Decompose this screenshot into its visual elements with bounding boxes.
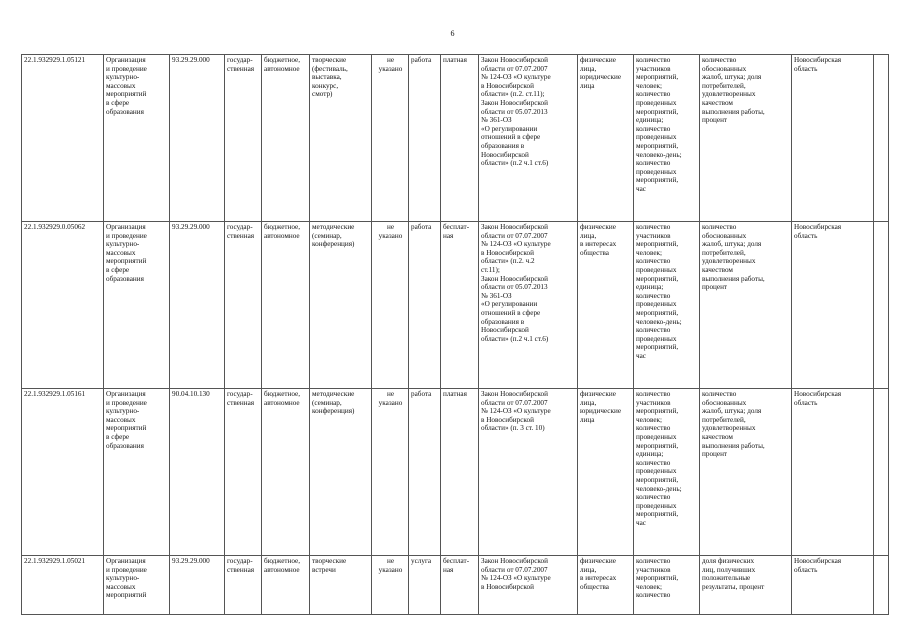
registry-code-cell: 22.1.932929.1.05161: [22, 389, 104, 556]
consumers-cell: физические лица, в интересах общества: [578, 222, 634, 389]
service-name-cell: Организация и проведение культурно- массовых мероприятий в сфере образования: [104, 389, 170, 556]
registry-code-cell: 22.1.932929.0.05062: [22, 222, 104, 389]
okved-code-cell: 93.29.29.000: [170, 222, 225, 389]
content-cell: методические (семинар, конференция): [310, 222, 372, 389]
region-cell: Новосибирская область: [792, 222, 874, 389]
empty-cell: [874, 389, 889, 556]
payment-cell: бесплат- ная: [441, 556, 479, 615]
legal-basis-cell: Закон Новосибирской области от 07.07.2007 № 124-ОЗ «О культуре в Новосибирской области» (п.2. ч.2 ст.11); Закон Новосибирской области от 05.07.2013 № 361-ОЗ «О регулировании отношений в сфере образования в Новосибирской области» (п.2 ч.1 ст.6): [479, 222, 578, 389]
condition-cell: не указано: [372, 389, 409, 556]
service-name-cell: Организация и проведение культурно- массовых мероприятий в сфере образования: [104, 222, 170, 389]
ownership-cell: государ- ственная: [225, 55, 262, 222]
volume-indicators-cell: количество участников мероприятий, человек; количество проведенных мероприятий, единица; количество проведенных мероприятий, человеко-день; количество проведенных мероприятий, час: [634, 222, 700, 389]
okved-code-cell: 93.29.29.000: [170, 55, 225, 222]
payment-cell: платная: [441, 55, 479, 222]
empty-cell: [874, 55, 889, 222]
volume-indicators-cell: количество участников мероприятий, человек; количество проведенных мероприятий, единица; количество проведенных мероприятий, человеко-день; количество проведенных мероприятий, час: [634, 389, 700, 556]
service-type-cell: работа: [409, 222, 441, 389]
table-row: [22, 222, 889, 389]
service-type-cell: работа: [409, 389, 441, 556]
payment-cell: бесплат- ная: [441, 222, 479, 389]
content-cell: творческие встречи: [310, 556, 372, 615]
okved-code-cell: 90.04.10.130: [170, 389, 225, 556]
quality-indicators-cell: количество обоснованных жалоб, штука; доля потребителей, удовлетворенных качеством выполнения работы, процент: [700, 389, 792, 556]
registry-code-cell: 22.1.932929.1.05021: [22, 556, 104, 615]
service-type-cell: услуга: [409, 556, 441, 615]
content-cell: творческие (фестиваль, выставка, конкурс, смотр): [310, 55, 372, 222]
region-cell: Новосибирская область: [792, 389, 874, 556]
service-name-cell: Организация и проведение культурно- массовых мероприятий в сфере образования: [104, 55, 170, 222]
legal-basis-cell: Закон Новосибирской области от 07.07.2007 № 124-ОЗ «О культуре в Новосибирской области» (п. 3 ст. 10): [479, 389, 578, 556]
volume-indicators-cell: количество участников мероприятий, человек; количество проведенных мероприятий, единица; количество проведенных мероприятий, человеко-день; количество проведенных мероприятий, час: [634, 55, 700, 222]
ownership-cell: государ- ственная: [225, 222, 262, 389]
service-name-cell: Организация и проведение культурно- массовых мероприятий: [104, 556, 170, 615]
payment-cell: платная: [441, 389, 479, 556]
institution-type-cell: бюджетное, автономное: [262, 556, 310, 615]
empty-cell: [874, 556, 889, 615]
legal-basis-cell: Закон Новосибирской области от 07.07.2007 № 124-ОЗ «О культуре в Новосибирской: [479, 556, 578, 615]
institution-type-cell: бюджетное, автономное: [262, 55, 310, 222]
condition-cell: не указано: [372, 55, 409, 222]
empty-cell: [874, 222, 889, 389]
service-type-cell: работа: [409, 55, 441, 222]
quality-indicators-cell: количество обоснованных жалоб, штука; доля потребителей, удовлетворенных качеством выполнения работы, процент: [700, 222, 792, 389]
ownership-cell: государ- ственная: [225, 389, 262, 556]
region-cell: Новосибирская область: [792, 556, 874, 615]
condition-cell: не указано: [372, 222, 409, 389]
consumers-cell: физические лица, юридические лица: [578, 55, 634, 222]
ownership-cell: государ- ственная: [225, 556, 262, 615]
quality-indicators-cell: доля физических лиц, получивших положительные результаты, процент: [700, 556, 792, 615]
registry-code-cell: 22.1.932929.1.05121: [22, 55, 104, 222]
table-row: [22, 556, 889, 615]
content-cell: методические (семинар, конференция): [310, 389, 372, 556]
region-cell: Новосибирская область: [792, 55, 874, 222]
volume-indicators-cell: количество участников мероприятий, человек; количество: [634, 556, 700, 615]
okved-code-cell: 93.29.29.000: [170, 556, 225, 615]
table-row: [22, 389, 889, 556]
consumers-cell: физические лица, в интересах общества: [578, 556, 634, 615]
legal-basis-cell: Закон Новосибирской области от 07.07.2007 № 124-ОЗ «О культуре в Новосибирской области» (п.2. ст.11); Закон Новосибирской области от 05.07.2013 № 361-ОЗ «О регулировании отношений в сфере образования в Новосибирской области» (п.2 ч.1 ст.6): [479, 55, 578, 222]
condition-cell: не указано: [372, 556, 409, 615]
quality-indicators-cell: количество обоснованных жалоб, штука; доля потребителей, удовлетворенных качеством выполнения работы, процент: [700, 55, 792, 222]
institution-type-cell: бюджетное, автономное: [262, 389, 310, 556]
institution-type-cell: бюджетное, автономное: [262, 222, 310, 389]
consumers-cell: физические лица, юридические лица: [578, 389, 634, 556]
page-number: 6: [450, 29, 455, 38]
registry-table: [21, 54, 889, 615]
table-row: [22, 55, 889, 222]
